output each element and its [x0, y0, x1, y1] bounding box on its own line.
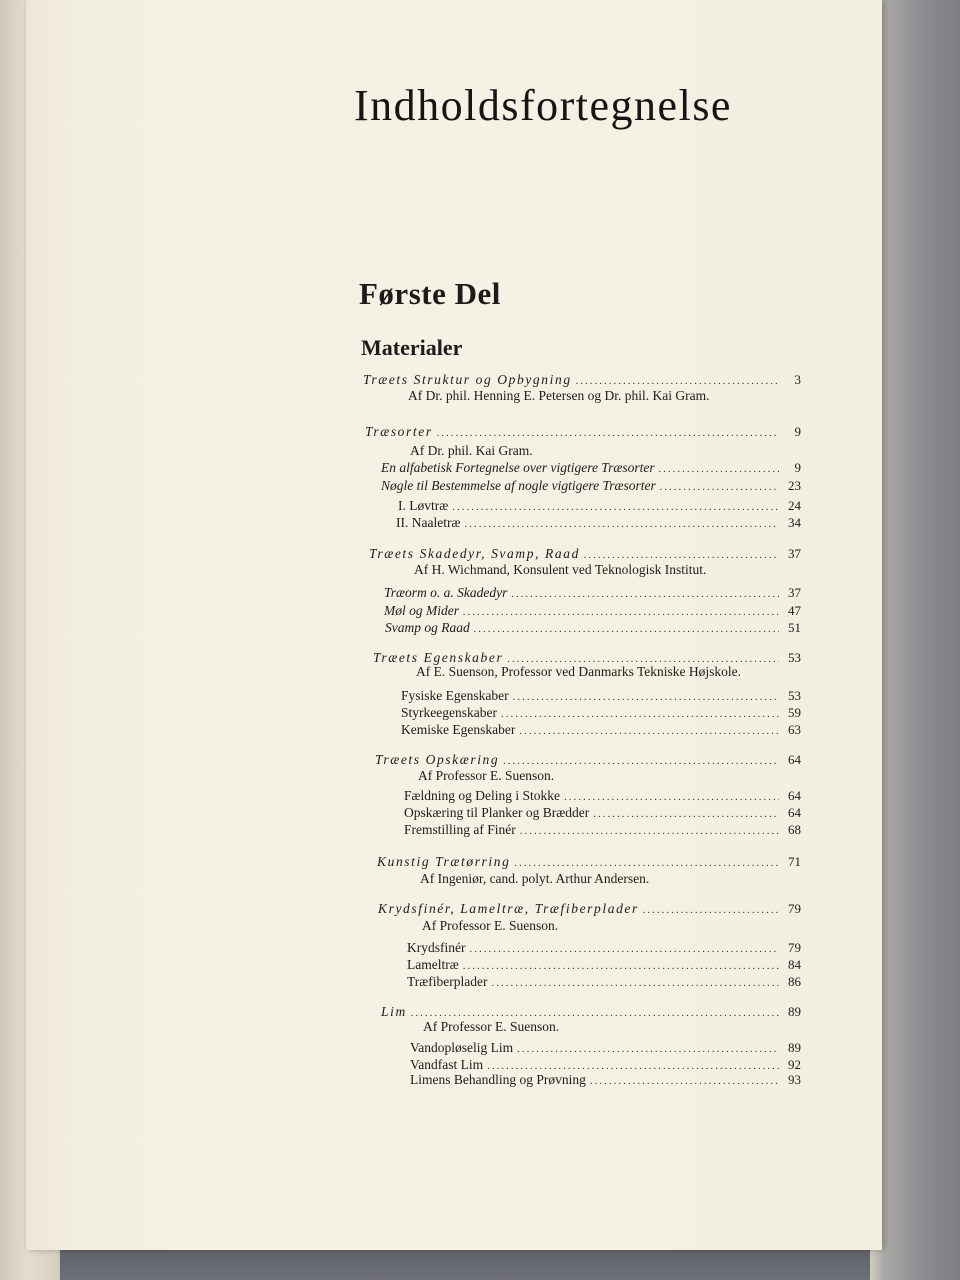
dot-leader [520, 825, 779, 837]
dot-leader [501, 708, 779, 720]
toc-page-number: 63 [788, 722, 801, 737]
dot-leader [659, 463, 779, 475]
dot-leader [511, 588, 779, 600]
dot-leader [519, 725, 779, 737]
toc-item [384, 603, 801, 619]
toc-item [410, 1072, 801, 1088]
toc-item [385, 620, 801, 636]
toc-item [404, 788, 801, 804]
dot-leader [590, 1075, 779, 1087]
dot-leader [643, 904, 779, 916]
toc-chapter [369, 546, 801, 562]
toc-page-number: 37 [788, 585, 801, 600]
dot-leader [452, 501, 779, 513]
page-title: Indholdsfortegnelse [354, 81, 732, 130]
toc-chapter-title: Træets Egenskaber [373, 650, 504, 665]
toc-page-number: 93 [788, 1072, 801, 1087]
dot-leader [564, 791, 779, 803]
toc-chapter [375, 752, 801, 768]
toc-item-title: Opskæring til Planker og Brædder [404, 805, 590, 820]
toc-page-number: 59 [788, 705, 801, 720]
toc-chapter-title: Krydsfinér, Lameltræ, Træfiberplader [378, 901, 639, 916]
toc-author: Af Professor E. Suenson. [423, 1019, 560, 1034]
toc-item [401, 705, 801, 721]
dot-leader [513, 691, 779, 703]
toc-item-title: Vandopløselig Lim [410, 1040, 514, 1055]
toc-chapter-title: Træets Struktur og Opbygning [363, 372, 572, 387]
toc-item-title: II. Naaletræ [396, 515, 461, 530]
toc-chapter [381, 1004, 801, 1020]
toc-author: Af Ingeniør, cand. polyt. Arthur Andersen. [420, 871, 650, 886]
dot-leader [514, 857, 779, 869]
toc-chapter-title: Træsorter [365, 424, 433, 439]
toc-page-number: 53 [788, 688, 801, 703]
toc-page-number: 71 [788, 854, 801, 869]
toc-chapter-title: Træets Skadedyr, Svamp, Raad [369, 546, 580, 561]
toc-item-title: Fremstilling af Finér [404, 822, 516, 837]
toc-page-number: 34 [788, 515, 801, 530]
toc-page-number: 47 [788, 603, 801, 618]
toc-page-number: 64 [788, 805, 801, 820]
toc-item [401, 722, 801, 738]
toc-item-title: Svamp og Raad [385, 620, 470, 635]
toc-item-title: Nøgle til Bestemmelse af nogle vigtigere Træsorter [381, 478, 656, 493]
dot-leader [437, 427, 779, 439]
toc-item-title: Limens Behandling og Prøvning [410, 1072, 586, 1087]
toc-item [407, 940, 801, 956]
toc-item-title: Lameltræ [407, 957, 459, 972]
toc-page-number: 53 [788, 650, 801, 665]
toc-item-title: Træorm o. a. Skadedyr [384, 585, 508, 600]
toc-item [384, 585, 801, 601]
toc-item-title: En alfabetisk Fortegnelse over vigtigere Træsorter [381, 460, 655, 475]
toc-author: Af H. Wichmand, Konsulent ved Teknologisk Institut. [414, 562, 707, 577]
part-heading: Første Del [359, 276, 501, 311]
dot-leader [576, 375, 779, 387]
toc-item-title: Styrkeegenskaber [401, 705, 497, 720]
toc-page-number: 68 [788, 822, 801, 837]
toc-page-number: 92 [788, 1057, 801, 1072]
dot-leader [411, 1007, 779, 1019]
toc-author: Af Professor E. Suenson. [422, 918, 559, 933]
section-heading: Materialer [361, 335, 463, 360]
toc-page-number: 51 [788, 620, 801, 635]
toc-item-title: Træfiberplader [407, 974, 488, 989]
toc-author: Af Dr. phil. Henning E. Petersen og Dr. phil. Kai Gram. [408, 388, 710, 403]
dot-leader [469, 943, 779, 955]
toc-page-number: 79 [788, 901, 801, 916]
toc-item-title: Fysiske Egenskaber [401, 688, 509, 703]
toc-item-title: Fældning og Deling i Stokke [404, 788, 561, 803]
toc-item [407, 974, 801, 990]
dot-leader [463, 606, 779, 618]
toc-page-number: 84 [788, 957, 801, 972]
toc-page-number: 89 [788, 1040, 801, 1055]
dot-leader [503, 755, 779, 767]
toc-item-title: I. Løvtræ [398, 498, 449, 513]
dot-leader [492, 977, 780, 989]
toc-item [404, 805, 801, 821]
toc-item-title: Krydsfinér [407, 940, 466, 955]
toc-chapter [377, 854, 801, 870]
toc-page-number: 24 [788, 498, 801, 513]
dot-leader [464, 518, 779, 530]
toc-item-title: Vandfast Lim [410, 1057, 484, 1072]
book-page [26, 0, 882, 1250]
dot-leader [463, 960, 779, 972]
toc-item-title: Møl og Mider [384, 603, 459, 618]
toc-chapter-title: Lim [381, 1004, 407, 1019]
dot-leader [474, 623, 779, 635]
toc-page-number: 64 [788, 788, 801, 803]
toc-item [381, 478, 801, 494]
toc-page-number: 37 [788, 546, 801, 561]
toc-chapter-title: Træets Opskæring [375, 752, 500, 767]
toc-item [410, 1057, 801, 1073]
toc-page-number: 86 [788, 974, 801, 989]
toc-page-number: 89 [788, 1004, 801, 1019]
toc-item [407, 957, 801, 973]
toc-page-number: 64 [788, 752, 801, 767]
toc-item [410, 1040, 801, 1056]
toc-item [404, 822, 801, 838]
toc-page-number: 79 [788, 940, 801, 955]
toc-item-title: Kemiske Egenskaber [401, 722, 516, 737]
dot-leader [584, 549, 779, 561]
dot-leader [517, 1043, 779, 1055]
table-of-contents [326, 0, 826, 1240]
toc-page-number: 9 [794, 460, 801, 475]
toc-chapter [363, 372, 801, 388]
toc-page-number: 9 [794, 424, 801, 439]
toc-item [398, 498, 801, 514]
toc-author: Af Professor E. Suenson. [418, 768, 555, 783]
toc-item [396, 515, 801, 531]
dot-leader [593, 808, 779, 820]
toc-page-number: 3 [794, 372, 801, 387]
toc-item [401, 688, 801, 704]
toc-chapter [378, 901, 801, 917]
dot-leader [487, 1060, 779, 1072]
toc-author: Af E. Suenson, Professor ved Danmarks Tekniske Højskole. [416, 664, 742, 679]
toc-chapter [365, 424, 801, 440]
dot-leader [660, 481, 779, 493]
toc-chapter-title: Kunstig Trætørring [377, 854, 511, 869]
toc-page-number: 23 [788, 478, 801, 493]
toc-author: Af Dr. phil. Kai Gram. [410, 443, 533, 458]
toc-item [381, 460, 801, 476]
